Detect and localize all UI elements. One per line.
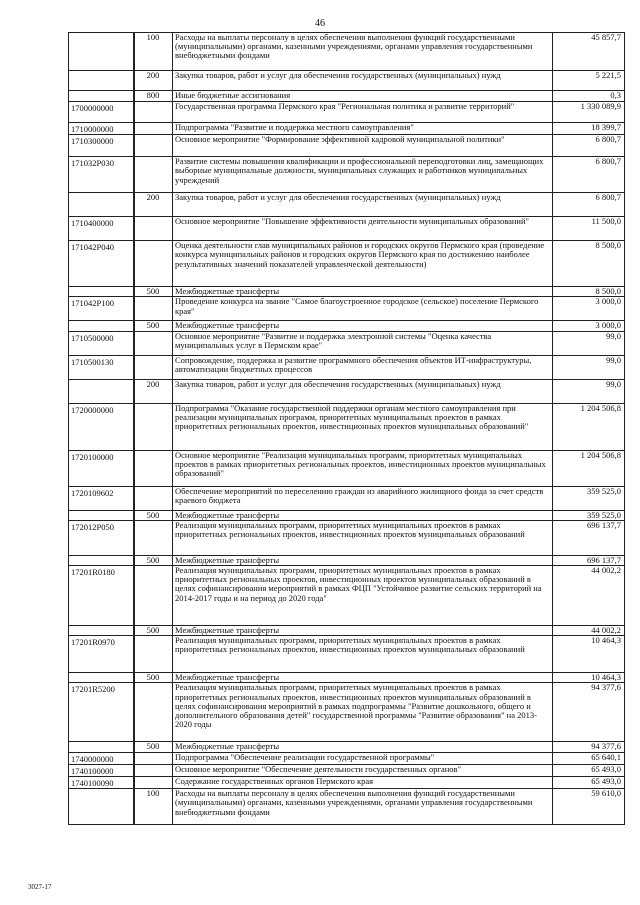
target-article-code — [69, 287, 134, 297]
table-row — [69, 566, 625, 626]
item-name: Основное мероприятие "Реализация муниципальных программ, приоритетных муниципальных проектов в рамках приоритетных региональных проектов, инвестиционных проектов муниципальных образований" — [173, 450, 553, 486]
target-article-code: 1740100090 — [69, 777, 134, 789]
item-name: Иные бюджетные ассигнования — [173, 91, 553, 102]
target-article-code: 17201R5200 — [69, 683, 134, 742]
item-name: Подпрограмма "Развитие и поддержка местного самоуправления" — [173, 123, 553, 135]
table-row — [69, 102, 625, 123]
target-article-code — [69, 510, 134, 520]
target-article-code: 1710500130 — [69, 355, 134, 379]
item-name: Содержание государственных органов Пермского края — [173, 777, 553, 789]
table-row — [69, 777, 625, 789]
item-name: Развитие системы повышения квалификации и профессиональной переподготовки лиц, замещающих выборные муниципальные должности, муниципальных служащих и работников муниципальных учреждений — [173, 157, 553, 193]
expense-type-code: 200 — [135, 379, 173, 403]
expense-type-code — [135, 752, 173, 764]
expense-type-code: 500 — [135, 742, 173, 752]
target-article-code: 171032Р030 — [69, 157, 134, 193]
target-article-code — [69, 673, 134, 683]
expense-type-code — [135, 636, 173, 673]
amount-value: 359 525,0 — [553, 486, 625, 510]
item-name: Межбюджетные трансферты — [173, 321, 553, 331]
target-article-code — [69, 555, 134, 565]
table-row — [69, 486, 625, 510]
expense-type-code: 200 — [135, 71, 173, 91]
amount-value: 18 399,7 — [553, 123, 625, 135]
expense-type-code — [135, 123, 173, 135]
amount-value: 8 500,0 — [553, 241, 625, 287]
target-article-code: 17201R0970 — [69, 636, 134, 673]
amount-value: 59 610,0 — [553, 789, 625, 825]
target-article-code: 172012Р050 — [69, 520, 134, 555]
table-row — [69, 135, 625, 157]
amount-value: 65 640,1 — [553, 752, 625, 764]
target-article-code: 1720109602 — [69, 486, 134, 510]
amount-value: 5 221,5 — [553, 71, 625, 91]
table-row — [69, 742, 625, 752]
table-row — [69, 789, 625, 825]
amount-value: 44 002,2 — [553, 566, 625, 626]
table-row — [69, 520, 625, 555]
expense-type-code — [135, 450, 173, 486]
expense-type-code — [135, 331, 173, 355]
document-code: 3027-17 — [28, 883, 52, 891]
item-name: Основное мероприятие "Обеспечение деятельности государственных органов" — [173, 764, 553, 776]
item-name: Межбюджетные трансферты — [173, 626, 553, 636]
amount-value: 696 137,7 — [553, 555, 625, 565]
expense-type-code — [135, 157, 173, 193]
expense-type-code: 500 — [135, 287, 173, 297]
table-row — [69, 555, 625, 565]
expense-type-code — [135, 566, 173, 626]
target-article-code — [69, 321, 134, 331]
target-article-code — [69, 626, 134, 636]
amount-value: 10 464,3 — [553, 673, 625, 683]
item-name: Межбюджетные трансферты — [173, 287, 553, 297]
expense-type-code: 500 — [135, 626, 173, 636]
amount-value: 696 137,7 — [553, 520, 625, 555]
table-row — [69, 379, 625, 403]
expense-type-code — [135, 102, 173, 123]
table-row — [69, 403, 625, 450]
table-row — [69, 217, 625, 241]
target-article-code — [69, 742, 134, 752]
expense-type-code — [135, 217, 173, 241]
amount-value: 99,0 — [553, 379, 625, 403]
amount-value: 3 000,0 — [553, 297, 625, 321]
amount-value: 6 800,7 — [553, 193, 625, 217]
item-name: Подпрограмма "Оказание государственной поддержки органам местного самоуправления при реализации муниципальных программ, приоритетных муниципальных проектов в рамках приоритетных региональных проектов, инвестиционных проектов муниципальных образований" — [173, 403, 553, 450]
target-article-code — [69, 71, 134, 91]
expense-type-code — [135, 486, 173, 510]
target-article-code — [69, 33, 134, 71]
amount-value: 1 204 506,8 — [553, 403, 625, 450]
item-name: Закупка товаров, работ и услуг для обеспечения государственных (муниципальных) нужд — [173, 379, 553, 403]
item-name: Межбюджетные трансферты — [173, 510, 553, 520]
item-name: Обеспечение мероприятий по переселению граждан из аварийного жилищного фонда за счет средств краевого бюджета — [173, 486, 553, 510]
table-row — [69, 510, 625, 520]
expense-type-code — [135, 777, 173, 789]
item-name: Реализация муниципальных программ, приоритетных муниципальных проектов в рамках приоритетных региональных проектов, инвестиционных проектов муниципальных образований — [173, 520, 553, 555]
item-name: Основное мероприятие "Формирование эффективной кадровой муниципальной политики" — [173, 135, 553, 157]
table-row — [69, 321, 625, 331]
item-name: Межбюджетные трансферты — [173, 742, 553, 752]
expense-type-code — [135, 241, 173, 287]
item-name: Подпрограмма "Обеспечение реализации государственной программы" — [173, 752, 553, 764]
item-name: Расходы на выплаты персоналу в целях обеспечения выполнения функций государственными (муниципальными) органами, казенными учреждениями, органами управления государственными внебюджетными фондами — [173, 789, 553, 825]
table-row — [69, 636, 625, 673]
table-row — [69, 752, 625, 764]
target-article-code: 17201R0180 — [69, 566, 134, 626]
target-article-code: 1710400000 — [69, 217, 134, 241]
target-article-code: 1710000000 — [69, 123, 134, 135]
expense-type-code: 100 — [135, 33, 173, 71]
table-row — [69, 33, 625, 71]
item-name: Реализация муниципальных программ, приоритетных муниципальных проектов в рамках приоритетных региональных проектов, инвестиционных проектов муниципальных образований в целях софинансирования мероприятий в рамках ФЦП "Устойчивое развитие сельских территорий на 2014-2017 годы и на период до 2020 года" — [173, 566, 553, 626]
item-name: Государственная программа Пермского края "Региональная политика и развитие территорий" — [173, 102, 553, 123]
table-row — [69, 193, 625, 217]
target-article-code — [69, 789, 134, 825]
expense-type-code: 100 — [135, 789, 173, 825]
expense-type-code — [135, 355, 173, 379]
table-row — [69, 241, 625, 287]
expense-type-code: 800 — [135, 91, 173, 102]
item-name: Закупка товаров, работ и услуг для обеспечения государственных (муниципальных) нужд — [173, 193, 553, 217]
page-number: 46 — [315, 18, 325, 29]
amount-value: 1 204 506,8 — [553, 450, 625, 486]
target-article-code: 1720000000 — [69, 403, 134, 450]
expense-type-code — [135, 297, 173, 321]
expense-type-code — [135, 403, 173, 450]
amount-value: 8 500,0 — [553, 287, 625, 297]
amount-value: 45 857,7 — [553, 33, 625, 71]
table-row — [69, 123, 625, 135]
target-article-code — [69, 379, 134, 403]
table-row — [69, 626, 625, 636]
target-article-code: 1740000000 — [69, 752, 134, 764]
expense-type-code — [135, 520, 173, 555]
amount-value: 99,0 — [553, 355, 625, 379]
amount-value: 3 000,0 — [553, 321, 625, 331]
item-name: Оценка деятельности глав муниципальных районов и городских округов Пермского края (проведение конкурса муниципальных районов и городских округов Пермского края по достижению наиболее результативных значений показателей управленческой деятельности) — [173, 241, 553, 287]
item-name: Реализация муниципальных программ, приоритетных муниципальных проектов в рамках приоритетных региональных проектов, инвестиционных проектов муниципальных образований — [173, 636, 553, 673]
amount-value: 44 002,2 — [553, 626, 625, 636]
table-row — [69, 157, 625, 193]
target-article-code: 1710300000 — [69, 135, 134, 157]
target-article-code — [69, 91, 134, 102]
table-body — [69, 33, 625, 825]
expense-type-code — [135, 683, 173, 742]
amount-value: 65 493,0 — [553, 777, 625, 789]
expense-type-code: 500 — [135, 510, 173, 520]
expense-type-code: 200 — [135, 193, 173, 217]
item-name: Проведение конкурса на звание "Самое благоустроенное городское (сельское) поселение Пермского края" — [173, 297, 553, 321]
target-article-code: 171042Р100 — [69, 297, 134, 321]
expense-type-code — [135, 135, 173, 157]
expense-type-code: 500 — [135, 673, 173, 683]
table-row — [69, 331, 625, 355]
target-article-code: 1710500000 — [69, 331, 134, 355]
amount-value: 94 377,6 — [553, 683, 625, 742]
amount-value: 1 330 089,9 — [553, 102, 625, 123]
amount-value: 359 525,0 — [553, 510, 625, 520]
budget-table — [68, 32, 625, 825]
item-name: Закупка товаров, работ и услуг для обеспечения государственных (муниципальных) нужд — [173, 71, 553, 91]
expense-type-code — [135, 764, 173, 776]
item-name: Реализация муниципальных программ, приоритетных муниципальных проектов в рамках приоритетных региональных проектов, инвестиционных проектов муниципальных образований в целях софинансирования мероприятий в рамках подпрограммы "Развитие дошкольного, общего и дополнительного образования детей" государственной программы "Развитие образования" на 2013-2020 годы — [173, 683, 553, 742]
amount-value: 94 377,6 — [553, 742, 625, 752]
item-name: Основное мероприятие "Развитие и поддержка электронной системы "Оценка качества муниципальных услуг в Пермском крае" — [173, 331, 553, 355]
table-row — [69, 297, 625, 321]
target-article-code — [69, 193, 134, 217]
expense-type-code: 500 — [135, 321, 173, 331]
target-article-code: 1740100000 — [69, 764, 134, 776]
table-row — [69, 673, 625, 683]
amount-value: 11 500,0 — [553, 217, 625, 241]
target-article-code: 1720100000 — [69, 450, 134, 486]
item-name: Основное мероприятие "Повышение эффективности деятельности муниципальных образований" — [173, 217, 553, 241]
item-name: Межбюджетные трансферты — [173, 673, 553, 683]
table-row — [69, 450, 625, 486]
table-row — [69, 683, 625, 742]
table-row — [69, 91, 625, 102]
amount-value: 6 800,7 — [553, 157, 625, 193]
table-row — [69, 355, 625, 379]
table-row — [69, 764, 625, 776]
amount-value: 10 464,3 — [553, 636, 625, 673]
amount-value: 65 493,0 — [553, 764, 625, 776]
table-row — [69, 287, 625, 297]
item-name: Межбюджетные трансферты — [173, 555, 553, 565]
expense-type-code: 500 — [135, 555, 173, 565]
amount-value: 6 800,7 — [553, 135, 625, 157]
target-article-code: 1700000000 — [69, 102, 134, 123]
target-article-code: 171042Р040 — [69, 241, 134, 287]
item-name: Сопровождение, поддержка и развитие программного обеспечения объектов ИТ-инфраструктуры, автоматизации бюджетных процессов — [173, 355, 553, 379]
item-name: Расходы на выплаты персоналу в целях обеспечения выполнения функций государственными (муниципальными) органами, казенными учреждениями, органами управления государственными внебюджетными фондами — [173, 33, 553, 71]
table-row — [69, 71, 625, 91]
amount-value: 0,3 — [553, 91, 625, 102]
amount-value: 99,0 — [553, 331, 625, 355]
